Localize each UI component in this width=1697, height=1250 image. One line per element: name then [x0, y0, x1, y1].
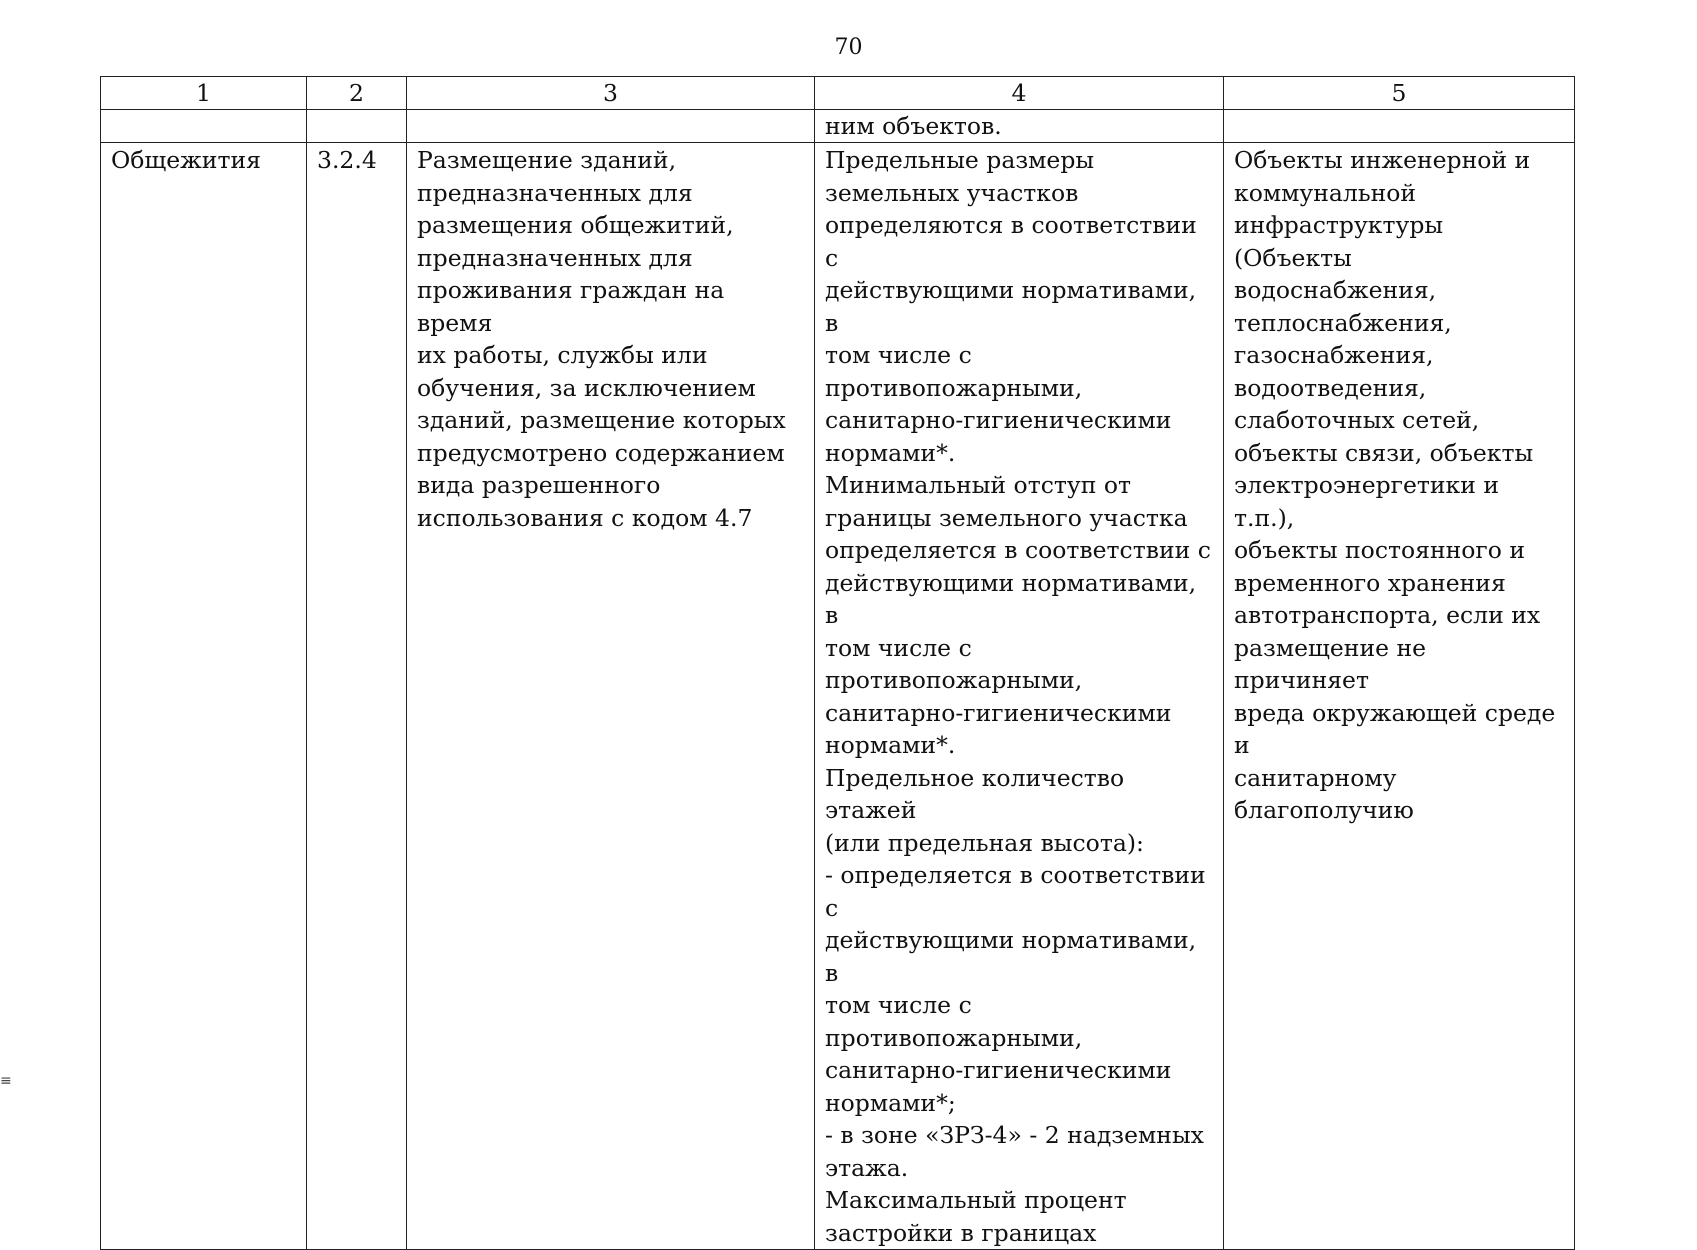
header-cell-5: 5: [1224, 77, 1575, 110]
use-type-code: 3.2.4: [307, 143, 407, 1250]
permitted-parameters: Предельные размеры земельных участков определяются в соответствии с действующими нормативами, в том числе с противопожарными, санитарно-гигиеническими нормами*. Минимальный отступ от границы земельного участка определяется в соответствии с действующими нормативами, в том числе с противопожарными, санитарно-гигиеническими нормами*. Предельное количество этажей (или предельная высота): - определяется в соответствии с действующими нормативами, в том числе с противопожарными, санитарно-гигиеническими нормами*; - в зоне «ЗРЗ-4» - 2 надземных этажа. Максимальный процент застройки в границах: [815, 143, 1224, 1250]
table-header-row: [101, 77, 1575, 110]
auxiliary-uses: Объекты инженерной и коммунальной инфраструктуры (Объекты водоснабжения, теплоснабжения, газоснабжения, водоотведения, слаботочных сетей, объекты связи, объекты электроэнергетики и т.п.), объекты постоянного и временного хранения автотранспорта, если их размещение не причиняет вреда окружающей среде и санитарному благополучию: [1224, 143, 1575, 1250]
continuation-cell-4: ним объектов.: [815, 110, 1224, 143]
page-number: 70: [834, 35, 863, 60]
margin-mark: ≡: [0, 1073, 12, 1089]
continuation-row: [101, 110, 1575, 143]
header-cell-3: 3: [407, 77, 815, 110]
continuation-cell-3: [407, 110, 815, 143]
continuation-cell-5: [1224, 110, 1575, 143]
header-cell-1: 1: [101, 77, 307, 110]
header-cell-4: 4: [815, 77, 1224, 110]
table-row: [101, 143, 1575, 1250]
regulations-table: [100, 76, 1575, 1250]
continuation-cell-2: [307, 110, 407, 143]
continuation-cell-1: [101, 110, 307, 143]
use-type-name: Общежития: [101, 143, 307, 1250]
header-cell-2: 2: [307, 77, 407, 110]
use-type-description: Размещение зданий, предназначенных для размещения общежитий, предназначенных для проживания граждан на время их работы, службы или обучения, за исключением зданий, размещение которых предусмотрено содержанием вида разрешенного использования с кодом 4.7: [407, 143, 815, 1250]
